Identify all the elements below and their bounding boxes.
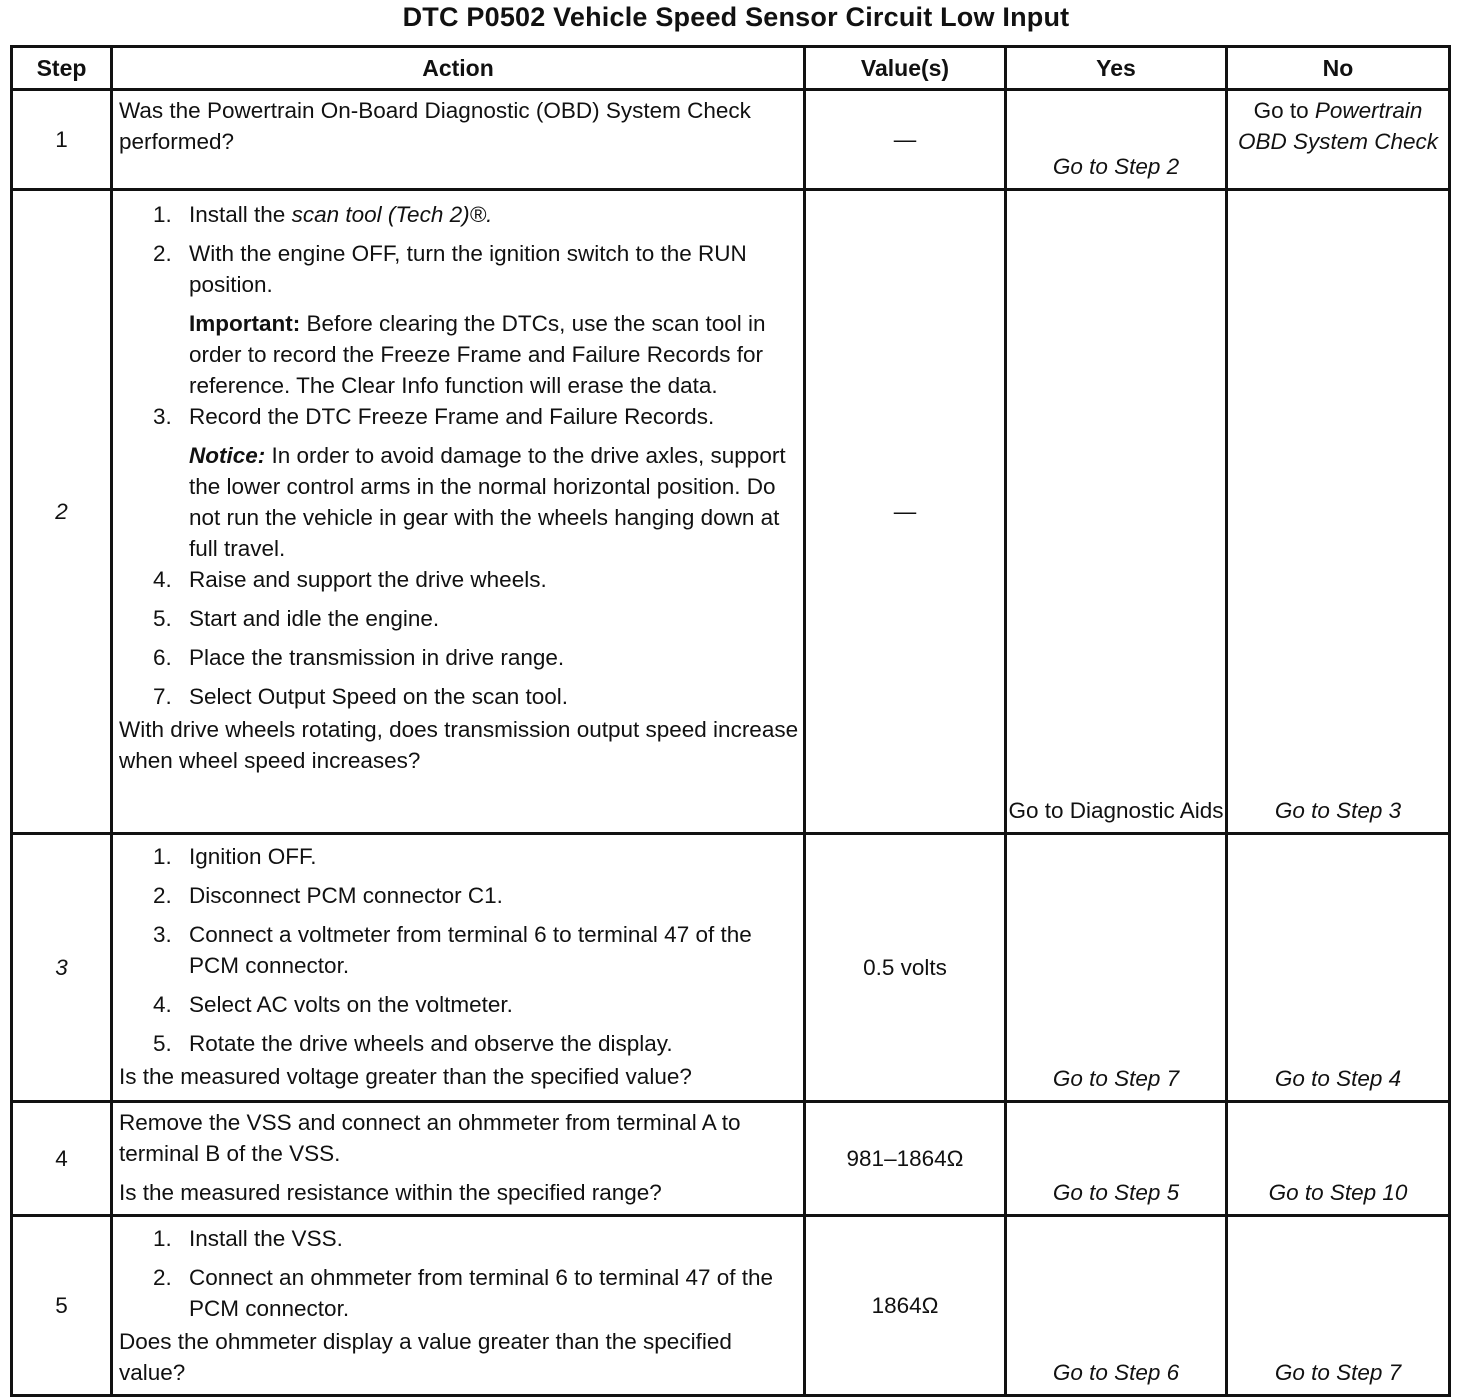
table-row [12,90,1450,190]
table-row [12,190,1450,834]
no-link: Powertrain OBD System Check [1237,98,1439,154]
no-cell: Go to Step 10 [1227,1102,1450,1216]
yes-cell: Go to Step 6 [1006,1216,1227,1396]
list-item: 2. With the engine OFF, turn the ignition switch to the RUN position. [153,241,747,297]
step-number: 2 [12,190,112,834]
action-list [119,199,799,300]
value-cell: 1864Ω [805,1216,1006,1396]
yes-cell: Go to Step 5 [1006,1102,1227,1216]
value-cell: 0.5 volts [805,834,1006,1102]
list-item: 5. Rotate the drive wheels and observe the display. [153,1031,673,1056]
list-item: 1. Install the VSS. [153,1226,343,1251]
action-question: Does the ohmmeter display a value greater than the specified value? [119,1329,732,1385]
step-number: 5 [12,1216,112,1396]
yes-cell: Go to Step 2 [1006,90,1227,190]
header-action: Action [112,47,805,90]
notice-note: Notice: In order to avoid damage to the drive axles, support the lower control arms in the normal horizontal position. Do not run the vehicle in gear with the wheels hanging down at full travel. [189,443,786,561]
action-text: Remove the VSS and connect an ohmmeter from terminal A to terminal B of the VSS. [119,1110,741,1166]
no-prefix: Go to [1253,98,1309,123]
header-yes: Yes [1006,47,1227,90]
action-cell [112,1102,805,1216]
action-list [119,1223,799,1324]
action-cell [112,1216,805,1396]
yes-cell: Go to Diagnostic Aids [1006,190,1227,834]
action-question: Was the Powertrain On-Board Diagnostic (OBD) System Check performed? [119,98,751,154]
table-row [12,1216,1450,1396]
action-question: With drive wheels rotating, does transmission output speed increase when wheel speed increases? [119,717,799,773]
step-number: 1 [12,90,112,190]
value-cell: 981–1864Ω [805,1102,1006,1216]
page-title: DTC P0502 Vehicle Speed Sensor Circuit Low Input [402,2,1070,32]
list-item: 3. Record the DTC Freeze Frame and Failure Records. [153,404,715,429]
list-item: 4. Select AC volts on the voltmeter. [153,992,513,1017]
step-number: 3 [12,834,112,1102]
no-cell [1227,90,1450,190]
diagnostic-table [10,45,1451,1397]
no-cell: Go to Step 4 [1227,834,1450,1102]
action-list [119,564,799,712]
header-step: Step [12,47,112,90]
list-item: 2. Connect an ohmmeter from terminal 6 to terminal 47 of the PCM connector. [153,1265,774,1321]
header-no: No [1227,47,1450,90]
list-item: 5. Start and idle the engine. [153,606,440,631]
table-row [12,1102,1450,1216]
header-values: Value(s) [805,47,1006,90]
action-cell [112,190,805,834]
action-list [119,401,799,432]
list-item: 1. Install the scan tool (Tech 2)®. [153,202,493,227]
value-cell: — [805,90,1006,190]
no-cell: Go to Step 7 [1227,1216,1450,1396]
action-cell [112,834,805,1102]
list-item: 4. Raise and support the drive wheels. [153,567,547,592]
table-row [12,834,1450,1102]
header-row [12,47,1450,90]
action-question: Is the measured voltage greater than the specified value? [119,1064,692,1089]
list-item: 3. Connect a voltmeter from terminal 6 to terminal 47 of the PCM connector. [153,922,752,978]
important-note: Important: Before clearing the DTCs, use the scan tool in order to record the Freeze Frame and Failure Records for reference. The Clear Info function will erase the data. [189,311,766,398]
yes-cell: Go to Step 7 [1006,834,1227,1102]
step-number: 4 [12,1102,112,1216]
action-question: Is the measured resistance within the specified range? [119,1180,662,1205]
action-cell [112,90,805,190]
list-item: 2. Disconnect PCM connector C1. [153,883,503,908]
no-cell: Go to Step 3 [1227,190,1450,834]
action-list [119,841,799,1059]
list-item: 1. Ignition OFF. [153,844,317,869]
value-cell: — [805,190,1006,834]
list-item: 6. Place the transmission in drive range. [153,645,565,670]
list-item: 7. Select Output Speed on the scan tool. [153,684,569,709]
